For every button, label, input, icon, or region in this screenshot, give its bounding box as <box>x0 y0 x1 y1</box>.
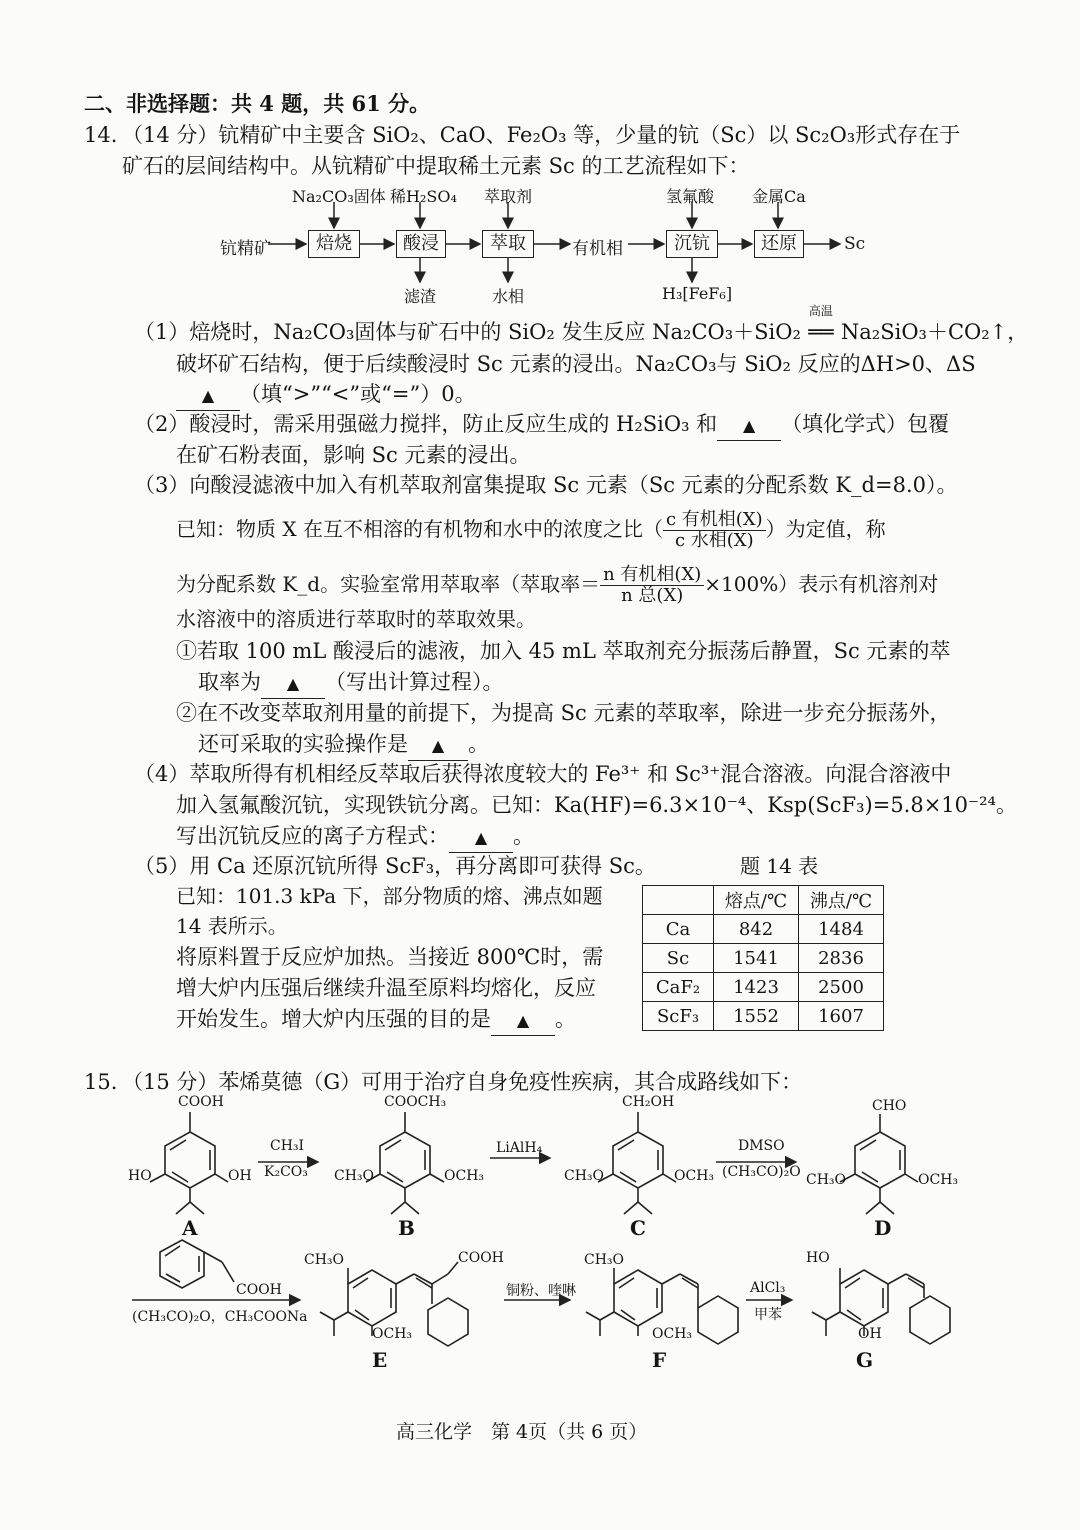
part5-text-a: 开始发生。增大炉内压强的目的是 <box>176 1007 491 1031</box>
q14-part3-line1: （3）向酸浸滤液中加入有机萃取剂富集提取 Sc 元素（Sc 元素的分配系数 K_d=8.0）。 <box>134 473 958 497</box>
part5-text-b: 。 <box>555 1007 576 1031</box>
table-row <box>643 973 884 1002</box>
fraction1-denominator: c 水相(X) <box>674 530 754 551</box>
known2-text-b: ×100%）表示有机溶剂对 <box>704 572 939 596</box>
flow-step-reduce: 还原 <box>754 230 804 258</box>
group-g-ho: HO <box>806 1250 830 1266</box>
table-cell: 1423 <box>714 973 799 1002</box>
reagent4-bottom: (CH₃CO)₂O，CH₃COONa <box>132 1309 308 1325</box>
table-row <box>643 944 884 973</box>
fraction2-numerator: n 有机相(X) <box>600 565 704 586</box>
q14-part3-known2 <box>176 565 938 606</box>
group-e-ch3o: CH₃O <box>304 1252 345 1268</box>
q14-part3-sub1-line2 <box>198 668 504 699</box>
answer-blank-6[interactable]: ▲ <box>491 1007 555 1036</box>
table-cell: Ca <box>643 915 714 944</box>
known1-text-a: 已知：物质 X 在互不相溶的有机物和水中的浓度之比（ <box>176 517 663 541</box>
q14-part4-line2: 加入氢氟酸沉钪，实现铁钪分离。已知：Ka(HF)=6.3×10⁻⁴、Ksp(ScF₃)=5.8×10⁻²⁴。 <box>176 793 1017 817</box>
reagent1-top: CH₃I <box>270 1138 305 1154</box>
group-e-och3: OCH₃ <box>372 1326 413 1342</box>
q14-part2-line1 <box>134 410 949 441</box>
flow-step-precipitate: 沉钪 <box>666 230 718 258</box>
benzene-ring-f2 <box>698 1296 738 1344</box>
group-a-ho: HO <box>128 1168 152 1184</box>
compound-label-c: C <box>630 1216 646 1240</box>
table-cell: ScF₃ <box>643 1002 714 1031</box>
compound-label-d: D <box>874 1216 892 1240</box>
table-caption: 题 14 表 <box>740 854 819 878</box>
table-cell: 1552 <box>714 1002 799 1031</box>
group-b-och3: OCH₃ <box>444 1168 485 1184</box>
distribution-ratio-fraction <box>663 510 766 551</box>
table-header-cell <box>643 886 714 915</box>
table-cell: 1484 <box>799 915 884 944</box>
fraction2-denominator: n 总(X) <box>621 585 684 606</box>
flow-step-acid-leach: 酸浸 <box>396 230 446 258</box>
compound-label-a: A <box>182 1216 198 1240</box>
q14-part5-line1: （5）用 Ca 还原沉钪所得 ScF₃，再分离即可获得 Sc。 <box>134 854 656 878</box>
flow-output-residue: 滤渣 <box>404 287 437 306</box>
group-a-oh: OH <box>228 1168 252 1184</box>
flowchart-arrows <box>0 0 1080 310</box>
q14-part1-text-a: （1）焙烧时，Na₂CO₃固体与矿石中的 SiO₂ 发生反应 Na₂CO₃＋SiO₂ <box>134 320 801 344</box>
group-a-cooh: COOH <box>178 1094 224 1110</box>
q14-part2-line2: 在矿石粉表面，影响 Sc 元素的浸出。 <box>176 443 531 467</box>
flow-input-na2co3: Na₂CO₃固体 <box>292 187 386 206</box>
q14-part1-line2: 破坏矿石结构，便于后续酸浸时 Sc 元素的浸出。Na₂CO₃与 SiO₂ 反应的ΔH>0、ΔS <box>176 352 976 376</box>
reaction-condition: 高温 ══ <box>801 318 841 346</box>
part4-text-a: 写出沉钪反应的离子方程式： <box>176 824 449 848</box>
reagent3-bottom: (CH₃CO)₂O <box>722 1164 801 1180</box>
q14-part3-sub2-line2 <box>198 730 489 761</box>
q14-part3-known1 <box>176 510 886 551</box>
sub1-text-c: （写出计算过程）。 <box>325 670 504 694</box>
flow-output-aqueous: 水相 <box>492 287 525 306</box>
compound-label-b: B <box>398 1216 415 1240</box>
group-b-cooch3: COOCH₃ <box>384 1094 447 1110</box>
table-row <box>643 915 884 944</box>
q14-part5-line4: 将原料置于反应炉加热。当接近 800℃时，需 <box>176 945 604 969</box>
answer-blank-1[interactable]: ▲ <box>176 382 240 411</box>
table-cell: 1541 <box>714 944 799 973</box>
benzene-ring-g2 <box>910 1296 950 1344</box>
compound-label-g: G <box>856 1348 874 1372</box>
flow-output-h3fef6: H₃[FeF₆] <box>662 284 733 303</box>
synthesis-structures <box>0 1090 1080 1390</box>
reagent1-bottom: K₂CO₃ <box>264 1164 308 1180</box>
q14-number: 14. <box>84 123 118 147</box>
q14-intro-line1: （14 分）钪精矿中主要含 SiO₂、CaO、Fe₂O₃ 等，少量的钪（Sc）以 Sc₂O₃形式存在于 <box>122 123 961 147</box>
table-header-cell: 沸点/℃ <box>799 886 884 915</box>
table-cell: 842 <box>714 915 799 944</box>
flow-input-hf: 氢氟酸 <box>666 187 715 206</box>
sub1-text-a: 取率为 <box>198 670 261 694</box>
flow-input-extractant: 萃取剂 <box>484 187 533 206</box>
q14-part1-line1 <box>134 304 1029 346</box>
section-title: 二、非选择题：共 4 题，共 61 分。 <box>84 91 431 116</box>
flow-input-ca: 金属Ca <box>752 187 806 206</box>
table-header-cell: 熔点/℃ <box>714 886 799 915</box>
table-cell: 1607 <box>799 1002 884 1031</box>
group-e-cooh: COOH <box>458 1250 504 1266</box>
compound-label-e: E <box>372 1348 388 1372</box>
known1-text-b: ）为定值，称 <box>765 517 886 541</box>
answer-blank-4[interactable]: ▲ <box>408 732 468 761</box>
benzene-ring-d <box>855 1132 905 1188</box>
q14-part5-line2: 已知：101.3 kPa 下，部分物质的熔、沸点如题 <box>176 884 603 908</box>
group-d-ch3o: CH₃O <box>806 1172 847 1188</box>
benzene-ring-a <box>165 1132 215 1188</box>
table-cell: CaF₂ <box>643 973 714 1002</box>
benzene-ring-e2 <box>428 1298 468 1346</box>
answer-blank-3[interactable]: ▲ <box>261 670 325 699</box>
table-header-row <box>643 886 884 915</box>
table-cell: Sc <box>643 944 714 973</box>
fraction1-numerator: c 有机相(X) <box>663 510 766 531</box>
flow-step-extract: 萃取 <box>482 230 534 258</box>
compound-label-f: F <box>652 1348 667 1372</box>
q14-part5-line3: 14 表所示。 <box>176 914 288 938</box>
reagent5-top: 铜粉、喹啉 <box>506 1283 576 1299</box>
group-c-ch3o: CH₃O <box>564 1168 605 1184</box>
sub2-text-a: 还可采取的实验操作是 <box>198 732 408 756</box>
q15-intro: （15 分）苯烯莫德（G）可用于治疗自身免疫性疾病，其合成路线如下： <box>122 1070 803 1094</box>
benzene-ring-g <box>840 1270 888 1326</box>
table-row <box>643 1002 884 1031</box>
group-c-och3: OCH₃ <box>674 1168 715 1184</box>
q14-part3-known3: 水溶液中的溶质进行萃取时的萃取效果。 <box>176 607 536 631</box>
reagent6-bottom: 甲苯 <box>754 1307 782 1323</box>
flow-step-roast: 焙烧 <box>308 230 360 258</box>
known2-text-a: 为分配系数 K_d。实验室常用萃取率（萃取率＝ <box>176 572 601 596</box>
group-f-ch3o: CH₃O <box>584 1252 625 1268</box>
part4-text-b: 。 <box>513 824 534 848</box>
flow-organic-phase-label: 有机相 <box>572 239 623 259</box>
q14-part1-text-b: Na₂SiO₃＋CO₂↑， <box>840 320 1029 344</box>
sub2-text-c: 。 <box>468 732 489 756</box>
group-c-ch2oh: CH₂OH <box>622 1094 675 1110</box>
q14-part1-line3 <box>176 380 476 411</box>
reagent2-top: LiAlH₄ <box>496 1140 543 1156</box>
q14-part3-sub1-line1: ①若取 100 mL 酸浸后的滤液，加入 45 mL 萃取剂充分振荡后静置，Sc 元素的萃 <box>176 639 951 663</box>
condition-high-temp: 高温 <box>808 304 833 318</box>
group-d-cho: CHO <box>872 1098 907 1114</box>
q14-part5-line5: 增大炉内压强后继续升温至原料均熔化，反应 <box>176 976 596 1000</box>
q14-part5-line6 <box>176 1005 576 1036</box>
group-b-ch3o: CH₃O <box>334 1168 375 1184</box>
q15-number: 15. <box>84 1070 118 1094</box>
q14-part4-line1: （4）萃取所得有机相经反萃取后获得浓度较大的 Fe³⁺ 和 Sc³⁺混合溶液。向混合溶液中 <box>134 762 952 786</box>
flow-start-label: 钪精矿 <box>220 239 271 259</box>
flow-input-h2so4: 稀H₂SO₄ <box>390 187 457 206</box>
benzene-ring-b <box>380 1132 430 1188</box>
answer-blank-5[interactable]: ▲ <box>449 824 513 853</box>
benzene-ring-e <box>348 1270 396 1326</box>
table-cell: 2500 <box>799 973 884 1002</box>
melting-boiling-point-table <box>642 885 884 1031</box>
group-d-och3: OCH₃ <box>918 1172 959 1188</box>
q14-intro-line2: 矿石的层间结构中。从钪精矿中提取稀土元素 Sc 的工艺流程如下： <box>122 154 750 178</box>
benzene-ring-reagent <box>160 1240 204 1288</box>
flow-end-label: Sc <box>844 234 866 254</box>
q14-part1-hint: （填“>”“<”或“=”）0。 <box>240 382 476 406</box>
reagent6-top: AlCl₃ <box>750 1280 786 1296</box>
benzene-ring-c <box>613 1132 663 1188</box>
group-f-och3: OCH₃ <box>652 1326 693 1342</box>
table-cell: 2836 <box>799 944 884 973</box>
q14-part2-text-b: （填化学式）包覆 <box>781 412 950 436</box>
page-footer: 高三化学 第 4页（共 6 页） <box>396 1421 648 1443</box>
answer-blank-2[interactable]: ▲ <box>717 412 781 441</box>
reagent4-group-cooh: COOH <box>236 1282 282 1298</box>
extraction-rate-fraction <box>600 565 704 606</box>
reagent3-top: DMSO <box>738 1138 785 1154</box>
q14-part4-line3 <box>176 822 534 853</box>
group-g-oh: OH <box>858 1326 882 1342</box>
q14-part2-text-a: （2）酸浸时，需采用强磁力搅拌，防止反应生成的 H₂SiO₃ 和 <box>134 412 718 436</box>
q14-part3-sub2-line1: ②在不改变萃取剂用量的前提下，为提高 Sc 元素的萃取率，除进一步充分振荡外， <box>176 701 951 725</box>
benzene-ring-f <box>614 1270 662 1326</box>
